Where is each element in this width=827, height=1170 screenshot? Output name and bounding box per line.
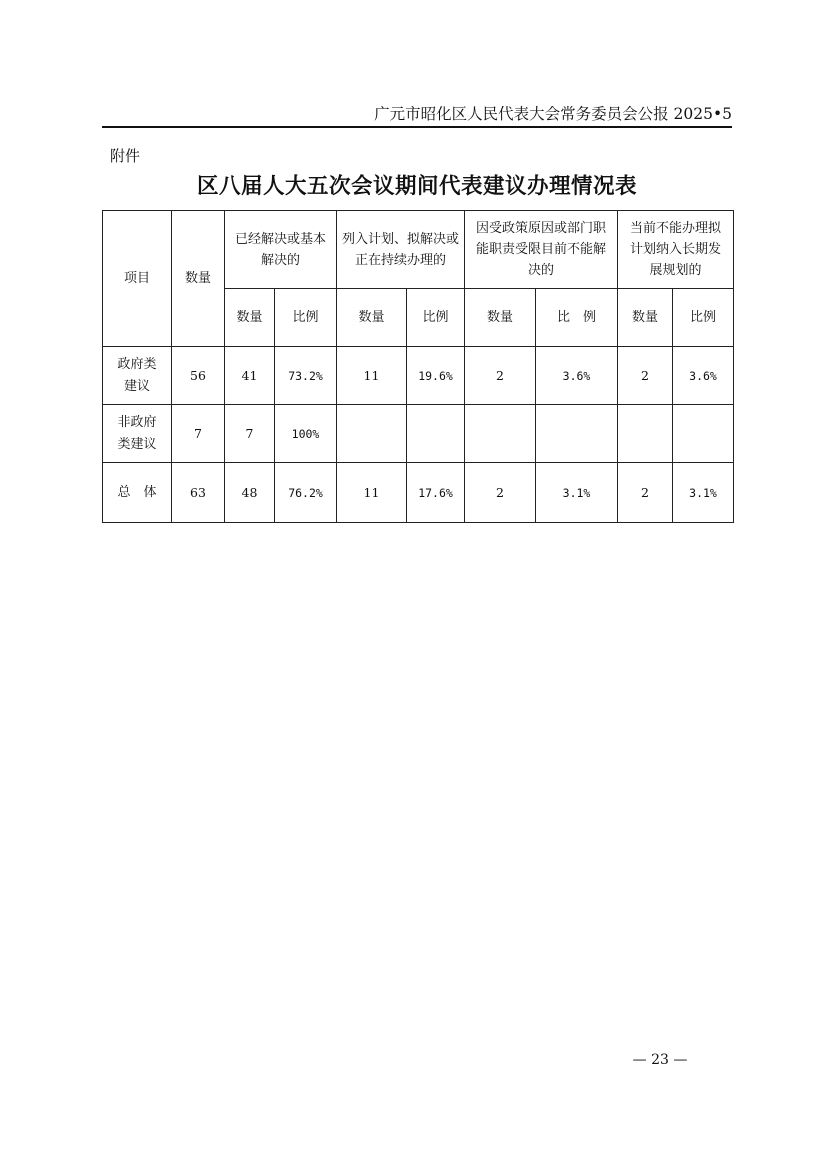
cell-ratio: 3.1% [536,463,618,523]
row-label-text: 非政府类建议 [117,414,157,452]
row-count: 56 [172,347,225,405]
attachment-label: 附件 [110,147,141,165]
group-header-resolved-text: 已经解决或基本解决的 [234,231,326,268]
cell-ratio: 19.6% [407,347,465,405]
header-rule [102,126,732,128]
row-label: 总 体 [103,463,172,523]
cell-ratio [407,405,465,463]
cell-ratio: 76.2% [275,463,337,523]
row-count: 63 [172,463,225,523]
sub-header-count: 数量 [465,289,536,347]
group-header-long-term-text: 当前不能办理拟计划纳入长期发展规划的 [629,221,721,278]
cell-count: 2 [618,347,673,405]
group-header-policy-limited [465,211,618,289]
table-header-row [103,211,734,289]
group-header-resolved [225,211,337,289]
cell-count: 11 [337,347,407,405]
document-title: 区八届人大五次会议期间代表建议办理情况表 [196,174,637,199]
cell-ratio: 73.2% [275,347,337,405]
row-label-text: 政府类建议 [117,356,157,394]
sub-header-ratio: 比例 [673,289,734,347]
sub-header-count: 数量 [337,289,407,347]
cell-ratio: 3.1% [673,463,734,523]
cell-ratio: 100% [275,405,337,463]
cell-count: 7 [225,405,275,463]
page-number: — 23 — [632,1052,688,1068]
row-label [103,347,172,405]
cell-ratio [536,405,618,463]
cell-count: 11 [337,463,407,523]
running-header: 广元市昭化区人民代表大会常务委员会公报 2025•5 [374,105,732,123]
cell-ratio: 3.6% [536,347,618,405]
group-header-planned-text: 列入计划、拟解决或正在持续办理的 [341,231,459,268]
table-row [103,347,734,405]
row-count: 7 [172,405,225,463]
cell-ratio: 17.6% [407,463,465,523]
cell-count: 2 [465,347,536,405]
group-header-long-term [618,211,734,289]
cell-ratio: 3.6% [673,347,734,405]
cell-count: 48 [225,463,275,523]
group-header-planned [337,211,465,289]
sub-header-ratio: 比 例 [536,289,618,347]
cell-count: 2 [465,463,536,523]
cell-count [465,405,536,463]
sub-header-count: 数量 [618,289,673,347]
cell-count: 41 [225,347,275,405]
col-header-item: 项目 [103,211,172,347]
sub-header-count: 数量 [225,289,275,347]
group-header-policy-limited-text: 因受政策原因或部门职能职责受限目前不能解决的 [475,221,606,278]
row-label [103,405,172,463]
col-header-count: 数量 [172,211,225,347]
cell-count: 2 [618,463,673,523]
table-row [103,405,734,463]
cell-count [337,405,407,463]
cell-count [618,405,673,463]
table-row-total [103,463,734,523]
cell-ratio [673,405,734,463]
sub-header-ratio: 比例 [275,289,337,347]
suggestion-summary-table [102,210,734,523]
sub-header-ratio: 比例 [407,289,465,347]
